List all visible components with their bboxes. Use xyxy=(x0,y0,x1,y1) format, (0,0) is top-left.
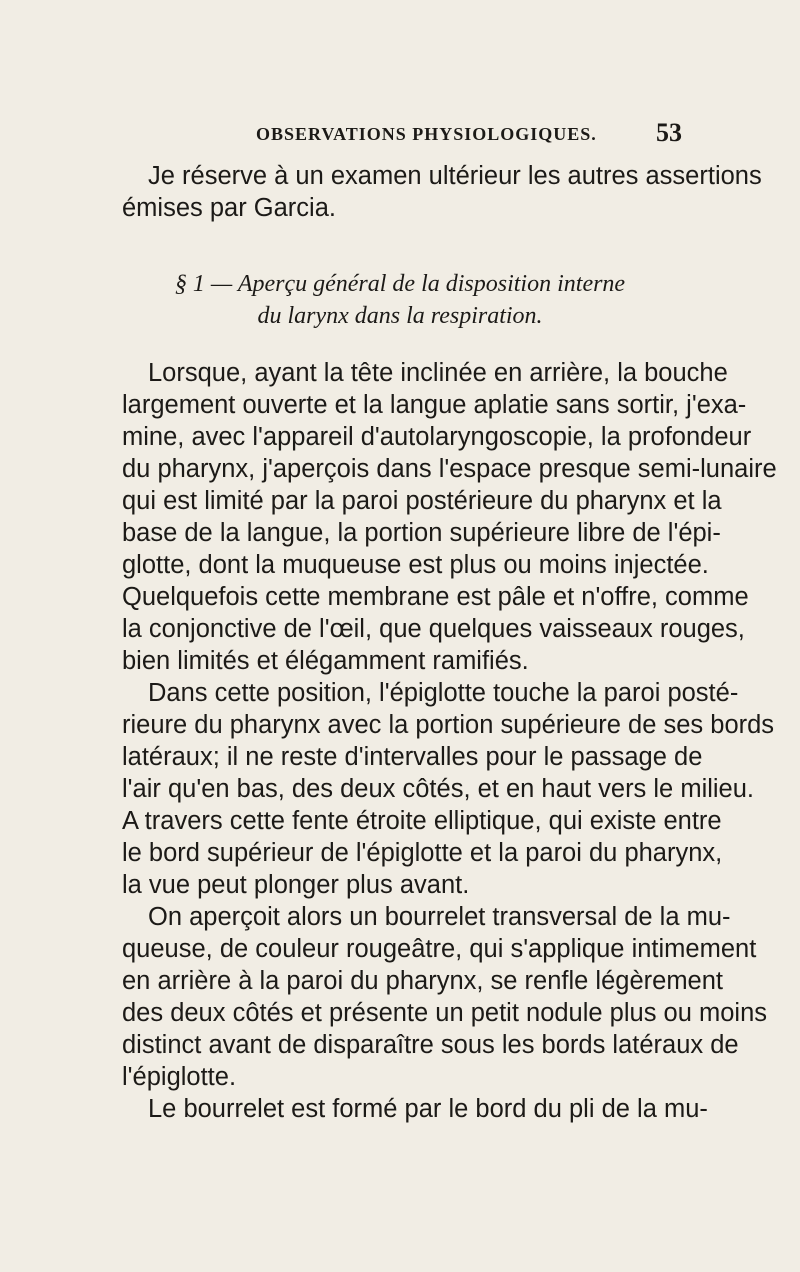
text-line: la conjonctive de l'œil, que quelques vaisseaux rouges, xyxy=(122,615,745,643)
text-line: émises par Garcia. xyxy=(122,194,336,222)
page-header xyxy=(122,118,682,148)
page-number: 53 xyxy=(656,118,682,147)
text-line: Lorsque, ayant la tête inclinée en arrière, la bouche xyxy=(148,359,728,387)
text-line: Le bourrelet est formé par le bord du pli de la mu- xyxy=(148,1095,708,1123)
text-line: des deux côtés et présente un petit nodule plus ou moins xyxy=(122,999,768,1027)
text-line: latéraux; il ne reste d'intervalles pour le passage de xyxy=(122,743,703,771)
text-line: distinct avant de disparaître sous les bords latéraux de xyxy=(122,1031,739,1059)
text-line: le bord supérieur de l'épiglotte et la paroi du pharynx, xyxy=(122,839,723,867)
section-heading-line-2: du larynx dans la respiration. xyxy=(257,303,543,329)
section-heading-line-1: § 1 — Aperçu général de la disposition interne xyxy=(174,271,626,297)
text-line: en arrière à la paroi du pharynx, se renfle légèrement xyxy=(122,967,724,995)
text-line: l'air qu'en bas, des deux côtés, et en haut vers le milieu. xyxy=(122,775,755,803)
text-line: du pharynx, j'aperçois dans l'espace presque semi-lunaire xyxy=(122,455,777,483)
text-line: mine, avec l'appareil d'autolaryngoscopie, la profondeur xyxy=(122,423,752,451)
running-head: OBSERVATIONS PHYSIOLOGIQUES. xyxy=(256,124,597,144)
text-line: rieure du pharynx avec la portion supérieure de ses bords xyxy=(122,711,775,739)
text-line: On aperçoit alors un bourrelet transversal de la mu- xyxy=(148,903,731,931)
text-line: largement ouverte et la langue aplatie sans sortir, j'exa- xyxy=(122,391,747,419)
text-line: l'épiglotte. xyxy=(122,1063,237,1091)
text-line: Quelquefois cette membrane est pâle et n'offre, comme xyxy=(122,583,749,611)
text-line: base de la langue, la portion supérieure libre de l'épi- xyxy=(122,519,721,547)
text-line: queuse, de couleur rougeâtre, qui s'applique intimement xyxy=(122,935,757,963)
text-line: glotte, dont la muqueuse est plus ou moins injectée. xyxy=(122,551,709,579)
text-line: Je réserve à un examen ultérieur les autres assertions xyxy=(148,162,762,190)
text-line: Dans cette position, l'épiglotte touche la paroi posté- xyxy=(148,679,739,707)
text-line: bien limités et élégamment ramifiés. xyxy=(122,647,529,675)
text-line: qui est limité par la paroi postérieure du pharynx et la xyxy=(122,487,722,515)
text-line: la vue peut plonger plus avant. xyxy=(122,871,470,899)
text-line: A travers cette fente étroite elliptique, qui existe entre xyxy=(122,807,722,835)
